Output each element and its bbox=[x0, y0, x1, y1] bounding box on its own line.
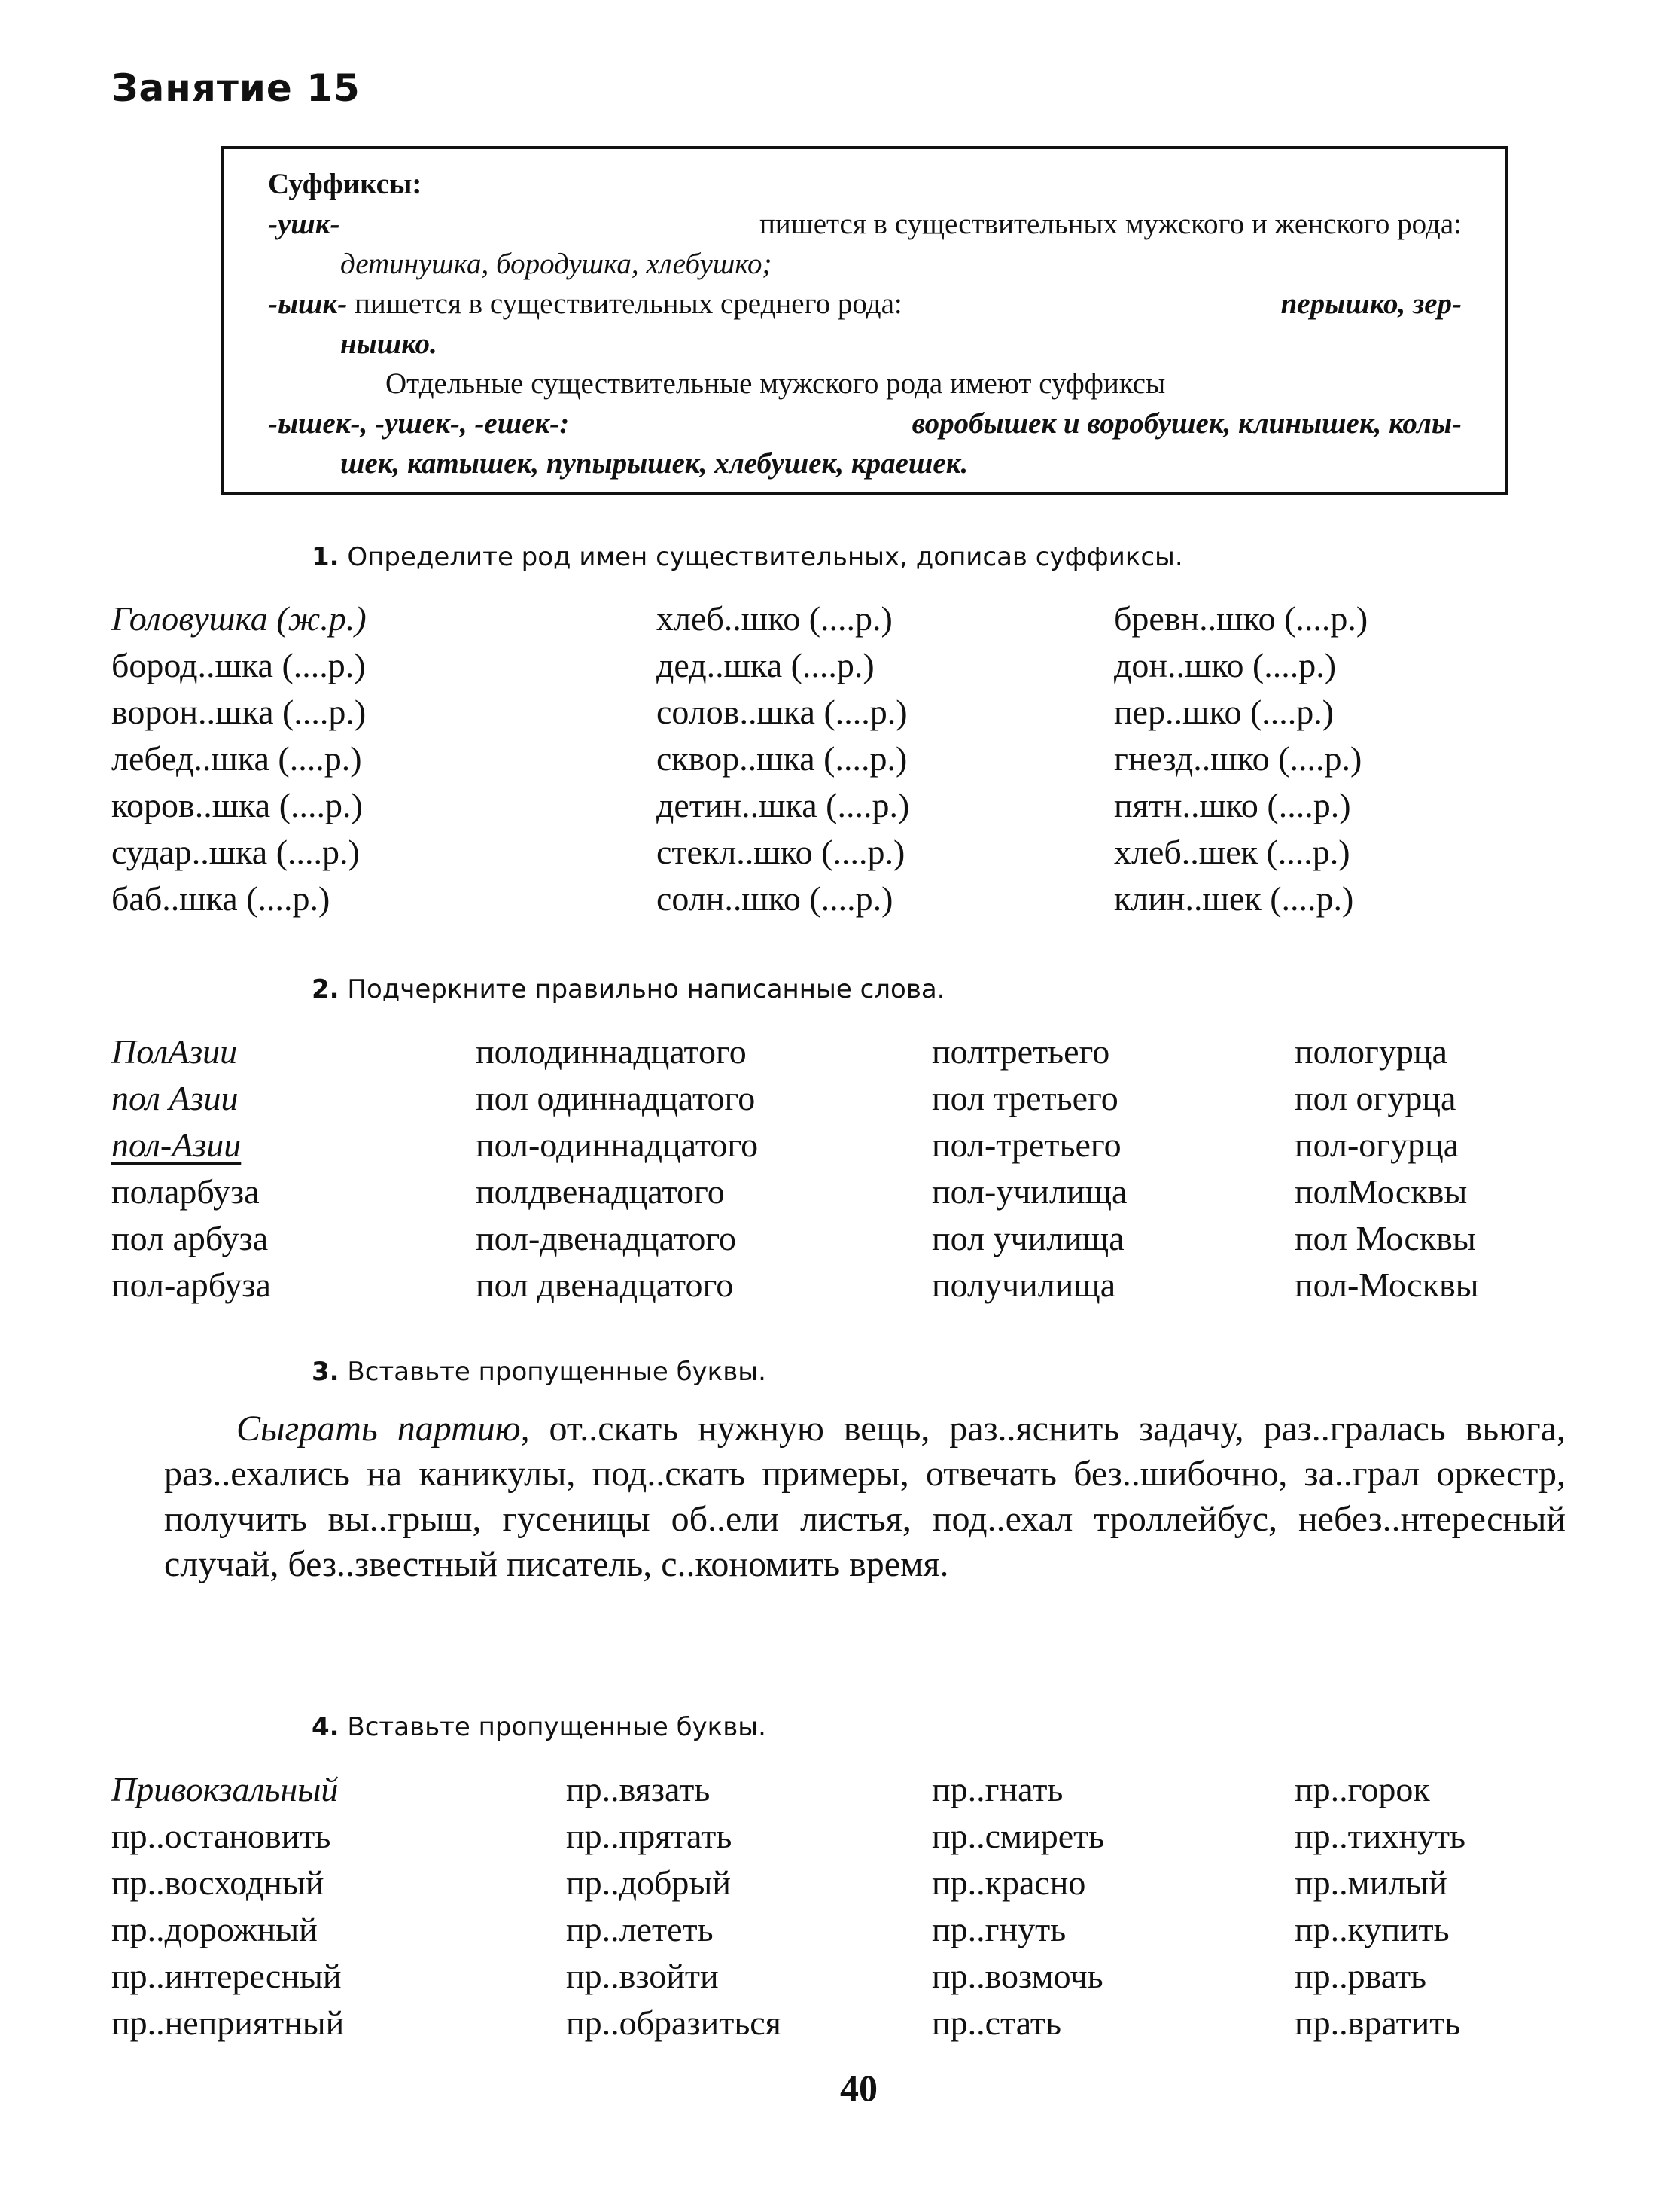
list-item: клин..шек (....р.) bbox=[1114, 879, 1354, 918]
task2-col1 bbox=[111, 1028, 271, 1309]
lesson-title: Занятие 15 bbox=[111, 66, 361, 110]
list-item: хлеб..шек (....р.) bbox=[1114, 833, 1350, 871]
list-item: пологурца bbox=[1295, 1032, 1447, 1071]
task3-number: 3. bbox=[312, 1357, 339, 1387]
list-item: пр..интересный bbox=[111, 1957, 342, 1995]
list-item: полодиннадцатого bbox=[476, 1032, 747, 1071]
list-item: пр..прятать bbox=[566, 1817, 732, 1855]
task2-text: Подчеркните правильно написанные слова. bbox=[347, 974, 945, 1004]
rule-suffix-yshk: -ышк- bbox=[268, 288, 348, 320]
task4-text: Вставьте пропущенные буквы. bbox=[347, 1712, 766, 1742]
rule-line-3-examples: перышко, зер- bbox=[1280, 288, 1462, 320]
rule-line-1 bbox=[268, 204, 1462, 244]
task2-col4 bbox=[1295, 1028, 1479, 1309]
rule-suffix-ushk: -ушк- bbox=[268, 208, 340, 240]
list-item: пр..дорожный bbox=[111, 1910, 318, 1948]
list-item: бревн..шко (....р.) bbox=[1114, 599, 1368, 638]
list-item: бород..шка (....р.) bbox=[111, 646, 366, 684]
rule-box bbox=[221, 146, 1508, 495]
list-item: пер..шко (....р.) bbox=[1114, 693, 1335, 731]
list-item: стекл..шко (....р.) bbox=[656, 833, 905, 871]
list-item: пр..гнуть bbox=[932, 1910, 1067, 1948]
list-item: пр..возмочь bbox=[932, 1957, 1103, 1995]
list-item: коров..шка (....р.) bbox=[111, 786, 363, 824]
list-item: пол Москвы bbox=[1295, 1219, 1476, 1257]
list-item: пр..гнать bbox=[932, 1770, 1064, 1808]
list-item: пр..восходный bbox=[111, 1863, 324, 1902]
list-item: пол двенадцатого bbox=[476, 1266, 734, 1304]
list-item: пр..тихнуть bbox=[1295, 1817, 1466, 1855]
list-item: Головушка (ж.р.) bbox=[111, 599, 367, 638]
list-item: полтретьего bbox=[932, 1032, 1110, 1071]
list-item: пр..купить bbox=[1295, 1910, 1450, 1948]
rule-line-3-text: пишется в существительных среднего рода: bbox=[355, 288, 902, 320]
task4-col2 bbox=[566, 1766, 781, 2046]
list-item: пр..смиреть bbox=[932, 1817, 1105, 1855]
list-item: пр..милый bbox=[1295, 1863, 1447, 1902]
list-item: пятн..шко (....р.) bbox=[1114, 786, 1351, 824]
list-item: пр..добрый bbox=[566, 1863, 731, 1902]
list-item: пол третьего bbox=[932, 1079, 1118, 1117]
task1-text: Определите род имен существительных, дописав суффиксы. bbox=[347, 542, 1183, 572]
list-item: пр..остановить bbox=[111, 1817, 331, 1855]
list-item: пр..вязать bbox=[566, 1770, 711, 1808]
list-item: полМосквы bbox=[1295, 1172, 1468, 1211]
list-item: пр..красно bbox=[932, 1863, 1086, 1902]
list-item-underlined: пол-Азии bbox=[111, 1126, 242, 1164]
list-item: пол-огурца bbox=[1295, 1126, 1459, 1164]
task1-col1 bbox=[111, 596, 367, 922]
task2-number: 2. bbox=[312, 974, 339, 1004]
list-item: получилища bbox=[932, 1266, 1116, 1304]
task2-col3 bbox=[932, 1028, 1127, 1309]
list-item: пр..рвать bbox=[1295, 1957, 1427, 1995]
list-item: солн..шко (....р.) bbox=[656, 879, 893, 918]
rule-line-4: нышко. bbox=[340, 328, 437, 360]
list-item: пол-третьего bbox=[932, 1126, 1122, 1164]
list-item: детин..шка (....р.) bbox=[656, 786, 910, 824]
list-item: пол-Москвы bbox=[1295, 1266, 1479, 1304]
list-item: пол арбуза bbox=[111, 1219, 269, 1257]
rule-line-7: шек, катышек, пупырышек, хлебушек, краешек. bbox=[340, 447, 969, 480]
task1-instruction bbox=[312, 542, 1183, 572]
list-item: пр..вратить bbox=[1295, 2003, 1461, 2042]
rule-line-6-examples: воробышек и воробушек, клинышек, колы- bbox=[912, 407, 1462, 440]
list-item: пол-двенадцатого bbox=[476, 1219, 737, 1257]
list-item: пол училища bbox=[932, 1219, 1125, 1257]
task3-body: от..скать нужную вещь, раз..яснить задачу, раз..гралась вьюга, раз..ехались на каникулы, под..скать примеры, отвечать без..шибочно, за..грал оркестр, получить вы..грыш, гусеницы об..ели листья, под..ехал троллейбус, небез..нтересный случай, без..звестный писатель, с..кономить время. bbox=[164, 1409, 1566, 1584]
task4-instruction bbox=[312, 1712, 766, 1742]
list-item: лебед..шка (....р.) bbox=[111, 739, 362, 778]
list-item: солов..шка (....р.) bbox=[656, 693, 908, 731]
list-item: полдвенадцатого bbox=[476, 1172, 725, 1211]
list-item: поларбуза bbox=[111, 1172, 260, 1211]
list-item: пр..стать bbox=[932, 2003, 1062, 2042]
task3-text: Вставьте пропущенные буквы. bbox=[347, 1357, 766, 1387]
list-item: пр..лететь bbox=[566, 1910, 714, 1948]
list-item: Привокзальный bbox=[111, 1770, 339, 1808]
rule-line-6 bbox=[268, 404, 1462, 443]
list-item: хлеб..шко (....р.) bbox=[656, 599, 893, 638]
list-item: судар..шка (....р.) bbox=[111, 833, 360, 871]
task1-col3 bbox=[1114, 596, 1368, 922]
list-item: пол Азии bbox=[111, 1079, 239, 1117]
task4-number: 4. bbox=[312, 1712, 339, 1742]
task3-instruction bbox=[312, 1357, 766, 1387]
list-item: дон..шко (....р.) bbox=[1114, 646, 1337, 684]
list-item: пр..горок bbox=[1295, 1770, 1430, 1808]
task3-lead: Сыграть партию, bbox=[236, 1409, 530, 1449]
task1-col2 bbox=[656, 596, 909, 922]
list-item: пр..взойти bbox=[566, 1957, 719, 1995]
list-item: баб..шка (....р.) bbox=[111, 879, 330, 918]
rule-line-2: детинушка, бородушка, хлебушко; bbox=[340, 248, 772, 280]
rule-heading: Суффиксы: bbox=[268, 168, 422, 200]
list-item: дед..шка (....р.) bbox=[656, 646, 875, 684]
rule-line-3 bbox=[268, 284, 1462, 324]
task2-instruction bbox=[312, 974, 945, 1004]
rule-line-1-text: пишется в существительных мужского и женского рода: bbox=[759, 208, 1462, 240]
list-item: пол-училища bbox=[932, 1172, 1128, 1211]
list-item-underlined-wrap bbox=[111, 1122, 271, 1168]
list-item: пол огурца bbox=[1295, 1079, 1456, 1117]
task1-number: 1. bbox=[312, 542, 339, 572]
task4-col4 bbox=[1295, 1766, 1465, 2046]
task2-col2 bbox=[476, 1028, 758, 1309]
rule-line-6-suffixes: -ышек-, -ушек-, -ешек-: bbox=[268, 407, 570, 440]
list-item: пол-арбуза bbox=[111, 1266, 271, 1304]
list-item: ПолАзии bbox=[111, 1032, 238, 1071]
list-item: пр..неприятный bbox=[111, 2003, 345, 2042]
list-item: пол одиннадцатого bbox=[476, 1079, 756, 1117]
list-item: сквор..шка (....р.) bbox=[656, 739, 908, 778]
task4-col1 bbox=[111, 1766, 344, 2046]
list-item: ворон..шка (....р.) bbox=[111, 693, 367, 731]
page-number: 40 bbox=[840, 2067, 878, 2109]
list-item: пол-одиннадцатого bbox=[476, 1126, 759, 1164]
list-item: гнезд..шко (....р.) bbox=[1114, 739, 1362, 778]
list-item: пр..образиться bbox=[566, 2003, 781, 2042]
task4-col3 bbox=[932, 1766, 1104, 2046]
task3-paragraph bbox=[164, 1406, 1566, 1587]
rule-line-5: Отдельные существительные мужского рода имеют суффиксы bbox=[385, 367, 1166, 400]
